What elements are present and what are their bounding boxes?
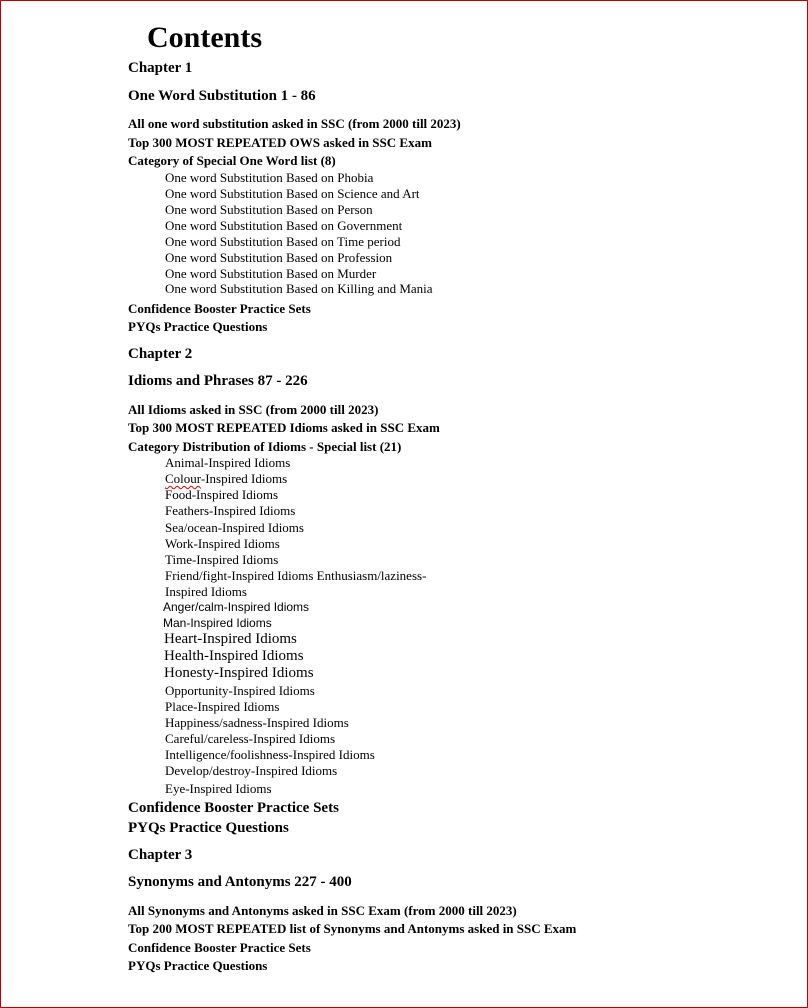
toc-subentry: One word Substitution Based on Science and Art bbox=[165, 186, 420, 201]
toc-entry: PYQs Practice Questions bbox=[128, 319, 268, 334]
toc-subentry: Place-Inspired Idioms bbox=[165, 699, 280, 714]
toc-entry: Top 300 MOST REPEATED Idioms asked in SSC Exam bbox=[128, 420, 440, 435]
toc-subentry: Feathers-Inspired Idioms bbox=[165, 503, 296, 518]
toc-subentry: Develop/destroy-Inspired Idioms bbox=[165, 763, 338, 778]
toc-subentry: Food-Inspired Idioms bbox=[165, 487, 279, 502]
toc-subentry: Animal-Inspired Idioms bbox=[165, 455, 291, 470]
toc-subentry: Health-Inspired Idioms bbox=[164, 648, 304, 664]
toc-subentry: One word Substitution Based on Profession bbox=[165, 250, 393, 265]
chapter-3-label: Chapter 3 bbox=[128, 847, 193, 863]
toc-entry: All one word substitution asked in SSC (from 2000 till 2023) bbox=[128, 116, 461, 131]
spelling-underline: Colour bbox=[165, 471, 201, 486]
chapter-2-label: Chapter 2 bbox=[128, 346, 193, 362]
toc-subentry: One word Substitution Based on Government bbox=[165, 218, 403, 233]
chapter-2-heading: Idioms and Phrases 87 - 226 bbox=[128, 373, 308, 389]
chapter-3-heading: Synonyms and Antonyms 227 - 400 bbox=[128, 874, 352, 890]
toc-subentry: Intelligence/foolishness-Inspired Idioms bbox=[165, 747, 375, 762]
toc-subentry: Honesty-Inspired Idioms bbox=[164, 665, 314, 681]
toc-subentry: Opportunity-Inspired Idioms bbox=[165, 683, 315, 698]
toc-subentry: Careful/careless-Inspired Idioms bbox=[165, 731, 336, 746]
toc-entry: Category of Special One Word list (8) bbox=[128, 153, 336, 168]
toc-subentry: One word Substitution Based on Phobia bbox=[165, 170, 374, 185]
page-title: Contents bbox=[147, 21, 263, 54]
toc-subentry: Sea/ocean-Inspired Idioms bbox=[165, 520, 304, 535]
toc-entry: Confidence Booster Practice Sets bbox=[128, 800, 339, 816]
toc-subentry: Anger/calm-Inspired Idioms bbox=[163, 600, 310, 614]
toc-subentry: Eye-Inspired Idioms bbox=[165, 781, 272, 796]
toc-subentry: One word Substitution Based on Murder bbox=[165, 266, 377, 281]
toc-subentry: Colour-Inspired Idioms bbox=[165, 471, 288, 486]
toc-entry: All Idioms asked in SSC (from 2000 till 2023) bbox=[128, 402, 379, 417]
toc-subentry: Man-Inspired Idioms bbox=[163, 616, 272, 630]
chapter-1-heading: One Word Substitution 1 - 86 bbox=[128, 88, 316, 104]
chapter-1-label: Chapter 1 bbox=[128, 60, 193, 76]
toc-entry: Top 300 MOST REPEATED OWS asked in SSC Exam bbox=[128, 135, 432, 150]
toc-subentry: Happiness/sadness-Inspired Idioms bbox=[165, 715, 349, 730]
toc-subentry: Heart-Inspired Idioms bbox=[164, 631, 297, 647]
toc-subentry: One word Substitution Based on Time period bbox=[165, 234, 401, 249]
toc-subentry: Inspired Idioms bbox=[165, 584, 247, 599]
toc-entry: Top 200 MOST REPEATED list of Synonyms and Antonyms asked in SSC Exam bbox=[128, 921, 577, 936]
toc-entry: Confidence Booster Practice Sets bbox=[128, 940, 311, 955]
toc-entry: PYQs Practice Questions bbox=[128, 820, 289, 836]
toc-subentry: Work-Inspired Idioms bbox=[165, 536, 280, 551]
toc-entry: All Synonyms and Antonyms asked in SSC Exam (from 2000 till 2023) bbox=[128, 903, 517, 918]
toc-entry: Confidence Booster Practice Sets bbox=[128, 301, 311, 316]
toc-subentry: Time-Inspired Idioms bbox=[165, 552, 279, 567]
toc-entry: Category Distribution of Idioms - Special list (21) bbox=[128, 439, 402, 454]
toc-subentry: One word Substitution Based on Killing and Mania bbox=[165, 281, 433, 296]
toc-entry: PYQs Practice Questions bbox=[128, 958, 268, 973]
toc-subentry: One word Substitution Based on Person bbox=[165, 202, 373, 217]
toc-subentry: Friend/fight-Inspired Idioms Enthusiasm/laziness- bbox=[165, 568, 427, 583]
